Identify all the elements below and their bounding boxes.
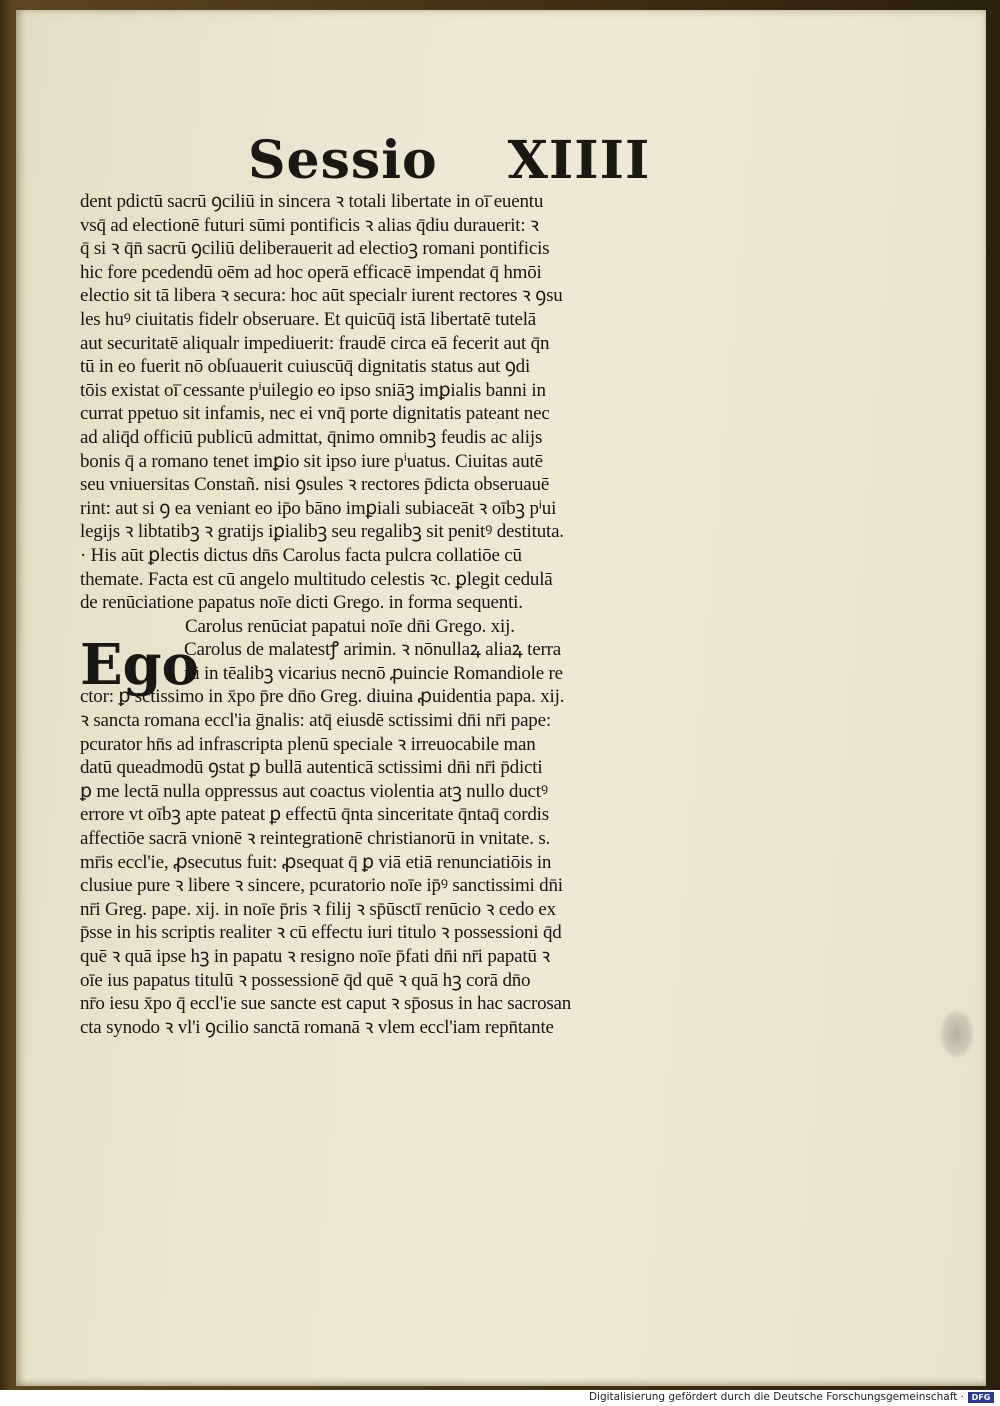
text-line: legijs ꝛ libtatibꝫ ꝛ gratijs iꝑialibꝫ seu regalibꝫ sit penitꝰ destituta. [80,521,564,543]
text-line: nr̄i Greg. pape. xij. in noīe p̄ris ꝛ filij ꝛ sp̄ūsctī renūcio ꝛ cedo ex [80,898,556,920]
rubric-line: Carolus renūciat papatui noīe dn̄i Grego. xij. [185,615,515,637]
text-line: rū in tēalibꝫ vicarius necnō ꝓuincie Romandiole re [184,662,563,684]
text-line: affectiōe sacrā vnionē ꝛ reintegrationē christianorū in vnitate. s. [80,828,551,850]
text-line: ad aliq̄d officiū publicū admittat, q̄nimo omnibꝫ feudis ac alijs [80,426,543,448]
text-line: Carolus de malatestꝭ arimin. ꝛ nōnullaꝝ aliaꝝ terra [184,639,561,661]
text-line: errore vt oībꝫ apte pateat ꝑ effectū q̄nta sinceritate q̄ntaq̄ cordis [80,804,549,826]
text-line: oīe ius papatus titulū ꝛ possessionē q̄d quē ꝛ quā hꝫ corā dn̄o [80,969,531,991]
text-line: quē ꝛ quā ipse hꝫ in papatu ꝛ resigno noīe p̄fati dn̄i nr̄i papatū ꝛ [80,946,551,967]
after-ego-lines [80,685,700,1039]
text-line: electio sit tā libera ꝛ secura: hoc aūt specialr iurent rectores ꝛ ꝯsu [80,285,563,307]
heading-numeral: XIIII [507,130,651,191]
footer-credit: Digitalisierung gefördert durch die Deutsche Forschungsgemeinschaft · [588,1391,964,1403]
body-text [80,190,700,1039]
initial-capital: Ego [80,632,199,699]
text-line: cta synodo ꝛ vl'i ꝯcilio sanctā romanā ꝛ vlem eccl'iam repn̄tante [80,1016,554,1038]
body-lines [80,190,700,615]
text-line: pcurator hn̄s ad infrascripta plenū speciale ꝛ irreuocabile man [80,733,536,755]
dfg-logo: DFG [968,1392,994,1403]
text-line: aut securitatē aliqualr impediuerit: fraudē circa eā fecerit aut q̄n [80,332,550,354]
text-line: currat ppetuo sit infamis, nec ei vnq̄ porte dignitatis pateant nec [80,403,550,425]
paper-stain [940,1010,974,1058]
text-line: · His aūt ꝑlectis dictus dn̄s Carolus facta pulcra collatiōe cū [80,544,522,566]
text-line: bonis q̄ a romano tenet imꝑio sit ipso iure pⁱuatus. Ciuitas autē [80,450,543,472]
text-line: vsq̄ ad electionē futuri sūmi pontificis ꝛ alias q̄diu durauerit: ꝛ [80,214,539,236]
heading-word: Sessio [248,130,438,191]
text-line: datū queadmodū ꝯstat ꝑ bullā autenticā sctissimi dn̄i nr̄i p̄dicti [80,757,543,779]
text-line: nr̄o iesu x̄po q̄ eccl'ie sue sancte est caput ꝛ sp̄osus in hac sacrosan [80,993,572,1015]
text-line: themate. Facta est cū angelo multitudo celestis ꝛc. ꝑlegit cedulā [80,568,553,590]
text-line: ꝛ sancta romana eccl'ia ḡnalis: atq̄ eiusdē sctissimi dn̄i nr̄i pape: [80,710,551,732]
text-line: q̄ si ꝛ q̄n̄ sacrū ꝯciliū deliberauerit ad electioꝫ romani pontificis [80,238,550,260]
text-line: dent pdictū sacrū ꝯciliū in sincera ꝛ totali libertate in oī̄ euentu [80,191,544,212]
text-line: ꝑ me lectā nulla oppressus aut coactus violentia atꝫ nullo ductꝰ [80,780,548,802]
text-line: de renūciatione papatus noīe dicti Grego. in forma sequenti. [80,592,523,614]
text-line: tū in eo fuerit nō obſuauerit cuiuscūq̄ dignitatis status aut ꝯdi [80,356,531,378]
text-line: les huꝰ ciuitatis fidelr obseruare. Et quicūq̄ istā libertatē tutelā [80,308,537,330]
text-line: seu vniuersitas Constañ. nisi ꝯsules ꝛ rectores p̄dicta obseruauē [80,474,550,496]
text-line: mr̄is eccl'ie, ꝓsecutus fuit: ꝓsequat q̄ ꝑ viā etiā renunciatiōis in [80,851,552,873]
text-line: rint: aut si ꝯ ea veniant eo ip̄o bāno imꝑiali subiaceāt ꝛ oībꝫ pⁱui [80,497,557,519]
text-line: p̄sse in his scriptis realiter ꝛ cū effectu iuri titulo ꝛ possessioni q̄d [80,922,562,944]
text-line: clusiue pure ꝛ libere ꝛ sincere, pcuratorio noīe ip̄ꝰ sanctissimi dn̄i [80,875,563,897]
text-line: hic fore pcedendū oēm ad hoc operā efficacē impendat q̄ hmōi [80,261,542,283]
text-line: ctor: ꝑ sctissimo in x̄po p̄re dn̄o Greg. diuina ꝓuidentia papa. xij. [80,686,565,708]
text-line: tōis existat oī̄ cessante pⁱuilegio eo ipso sniāꝫ imꝑialis banni in [80,379,546,401]
footer-bar [0,1390,1000,1406]
